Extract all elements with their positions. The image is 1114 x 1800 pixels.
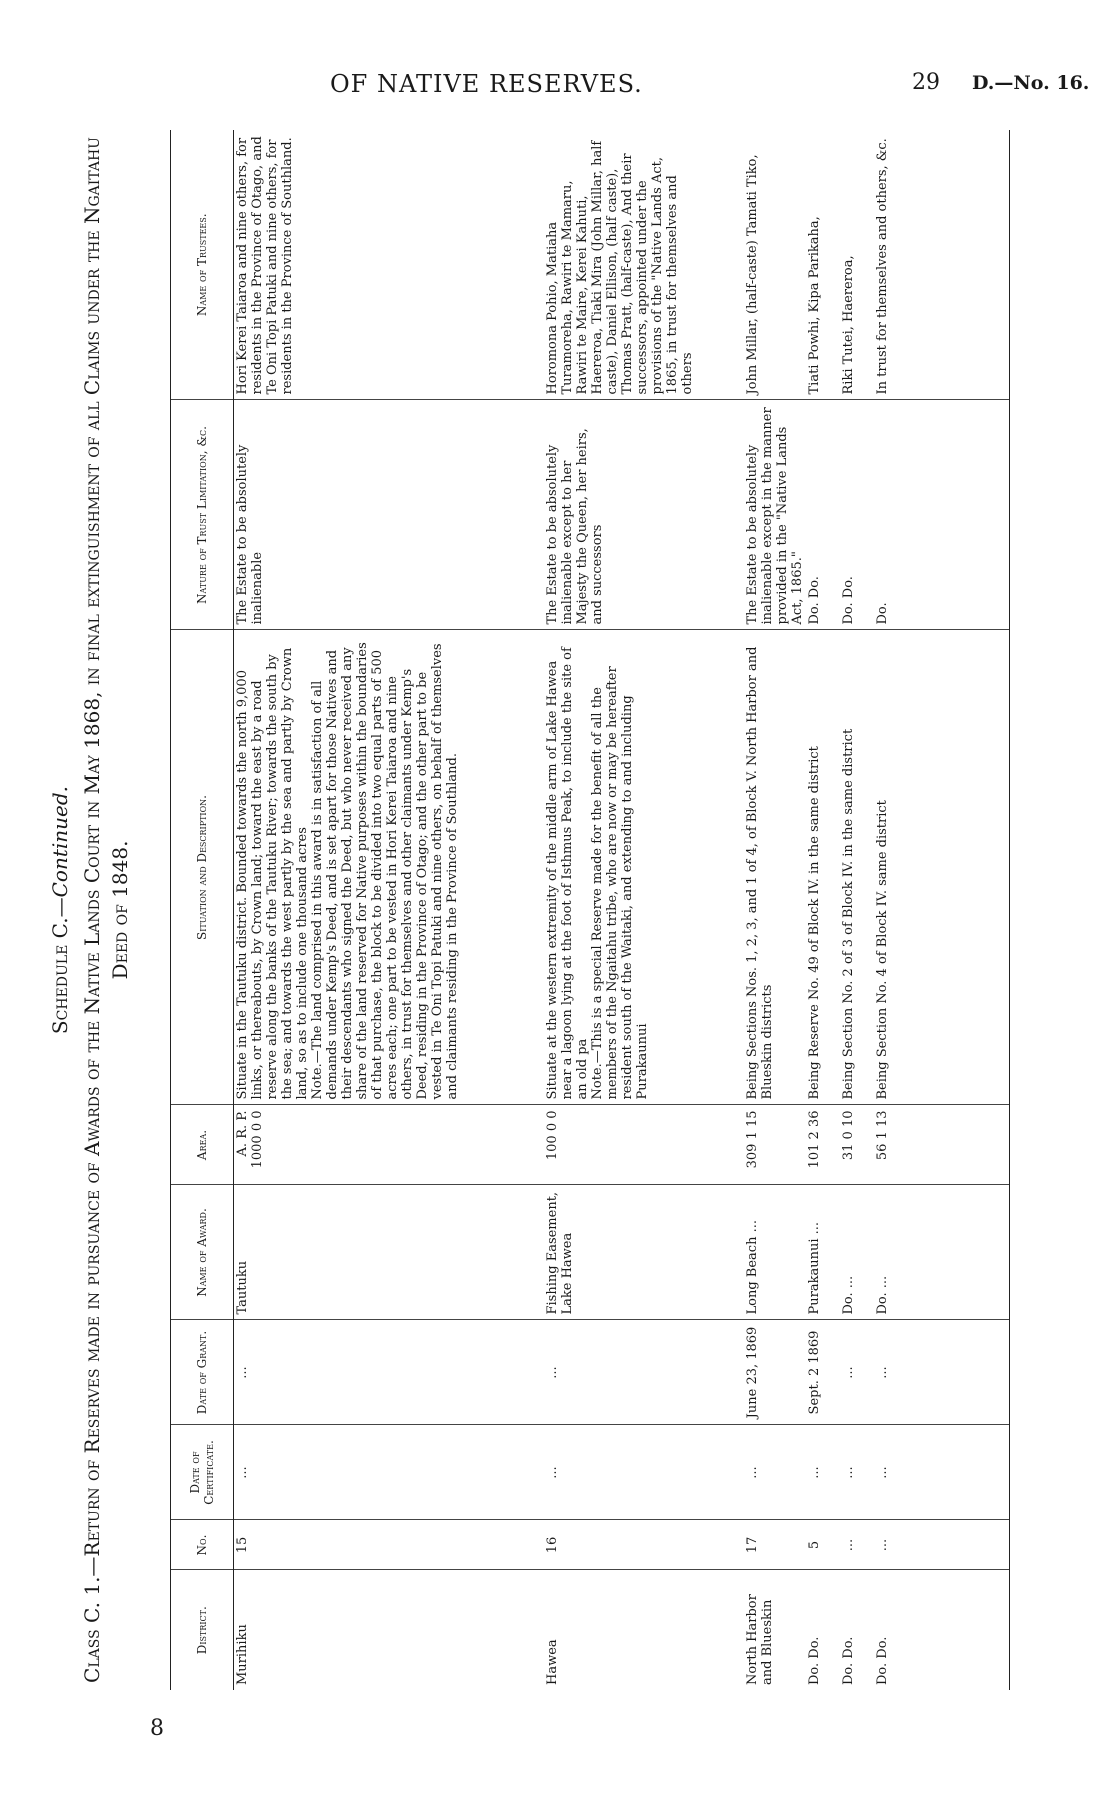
schedule-label: Schedule C. bbox=[48, 917, 72, 1035]
cell-trustees: Horomona Pohio, Matiaha Turamoreha, Rawiri te Mamaru, Rawiri te Maire, Kerei Kahuti, Haereroa, Tiaki Mira (John Millar, half caste), Daniel Ellison, (half caste), Thomas Pratt, (half-caste), And their successors, appointed under the provisions of the "Native Lands Act, 1865, in trust for themselves and others bbox=[544, 130, 744, 400]
cell-date-certificate: ... bbox=[234, 1425, 544, 1520]
cell-date-grant: ... bbox=[874, 1320, 1010, 1425]
table-header-row bbox=[171, 130, 234, 1690]
cell-area: 56 1 13 bbox=[874, 1105, 1010, 1185]
cell-date-certificate: ... bbox=[544, 1425, 744, 1520]
cell-district: Do. Do. bbox=[806, 1636, 822, 1685]
table-row bbox=[874, 130, 1010, 1690]
table-row bbox=[744, 130, 806, 1690]
cell-award: Tautuku bbox=[234, 1185, 544, 1320]
cell-description bbox=[544, 630, 744, 1105]
cell-no: 16 bbox=[544, 1520, 744, 1570]
description-note: Note.—The land comprised in this award is in satisfaction of all demands under Kemp's Deed, and is set apart for those Natives and their descendants who signed the Deed, but who never received any share of the land reserved for Native purposes within the boundaries of that purchase, the block to be divided into two equal parts of 500 acres each; one part to be vested in Hori Kerei Taiaroa and nine others, in trust for themselves and other claimants under Kemp's Deed, residing in the Province of Otago; and the other part to be vested in Te Oni Topi Patuki and nine others, on behalf of themselves and claimants residing in the Province of Southland. bbox=[310, 642, 460, 1100]
col-date-grant: Date of Grant. bbox=[171, 1320, 234, 1425]
cell-award: Fishing Easement, Lake Hawea bbox=[544, 1185, 744, 1320]
cell-date-grant: ... bbox=[840, 1320, 874, 1425]
schedule-continued: —Continued. bbox=[48, 785, 72, 918]
cell-trustees: John Millar, (half-caste) Tamati Tiko, bbox=[744, 130, 806, 400]
description-text: Situate in the Tautuku district. Bounded towards the north 9,000 links, or thereabouts, by Crown land; toward the east by a road reserve along the banks of the Tautuku River; towards the south by the sea; and towards the west partly by the sea and partly by Crown land, so as to include one thousand acres bbox=[235, 647, 310, 1100]
cell-trust: Do. Do. bbox=[806, 400, 840, 630]
cell-area: 309 1 15 bbox=[744, 1105, 806, 1185]
cell-date-certificate: ... bbox=[840, 1425, 874, 1520]
cell-description: Being Section No. 4 of Block IV. same district bbox=[874, 630, 1010, 1105]
side-page-number: 8 bbox=[150, 1716, 164, 1741]
cell-district: Do. Do. bbox=[874, 1570, 1010, 1690]
page-header-title: OF NATIVE RESERVES. bbox=[330, 70, 643, 98]
cell-area: 100 0 0 bbox=[544, 1105, 744, 1185]
cell-district: North Harbor and Blueskin bbox=[744, 1594, 775, 1685]
cell-date-certificate: ... bbox=[806, 1425, 840, 1520]
cell-award: Do. ... bbox=[874, 1185, 1010, 1320]
col-no: No. bbox=[171, 1520, 234, 1570]
col-district: District. bbox=[171, 1570, 234, 1690]
cell-trust: The Estate to be absolutely inalienable except to her Majesty the Queen, her heirs, and successors bbox=[544, 400, 744, 630]
cell-date-certificate: ... bbox=[744, 1425, 806, 1520]
cell-trustees: Tiati Powhi, Kipa Parikaha, bbox=[806, 130, 840, 400]
cell-date-certificate: ... bbox=[874, 1425, 1010, 1520]
cell-area bbox=[234, 1105, 544, 1185]
cell-trustees: Hori Kerei Taiaroa and nine others, for residents in the Province of Otago, and Te Oni Topi Patuki and nine others, for residents in the Province of Southland. bbox=[234, 130, 544, 400]
cell-description: Being Section No. 2 of 3 of Block IV. in the same district bbox=[840, 630, 874, 1105]
cell-award: Do. ... bbox=[840, 1185, 874, 1320]
reserves-table bbox=[170, 130, 1010, 1690]
description-note: Note.—This is a special Reserve made for the benefit of all the members of the Ngaitahu tribe, who are now or may be hereafter resident south of the Waitaki, and extending to and including Purakaunui bbox=[589, 666, 650, 1100]
cell-trust: The Estate to be absolutely inalienable bbox=[234, 400, 544, 630]
table-row bbox=[234, 130, 544, 1690]
cell-area: 101 2 36 bbox=[806, 1105, 840, 1185]
cell-no: ... bbox=[840, 1520, 874, 1570]
description-text: Situate at the western extremity of the middle arm of Lake Hawea near a lagoon lying at the foot of Isthmus Peak, to include the site of an old pa bbox=[544, 647, 590, 1100]
cell-description: Being Reserve No. 49 of Block IV. in the same district bbox=[806, 630, 840, 1105]
col-area: Area. bbox=[171, 1105, 234, 1185]
class-description: Class C. 1.—Return of Reserves made in pursuance of Awards of the Native Lands Court in May 1868, in final extinguishment of all Claims under the Ngaitahu Deed of 1848. bbox=[80, 137, 132, 1683]
cell-date-grant: ... bbox=[544, 1320, 744, 1425]
rotated-schedule bbox=[30, 120, 1050, 1700]
col-trustees: Name of Trustees. bbox=[171, 130, 234, 400]
area-units: A. R. P. bbox=[235, 1110, 250, 1157]
cell-date-grant: June 23, 1869 bbox=[744, 1320, 806, 1425]
cell-trustees: In trust for themselves and others, &c. bbox=[874, 130, 1010, 400]
cell-description bbox=[234, 630, 544, 1105]
cell-award: Purakaunui ... bbox=[806, 1185, 840, 1320]
cell-no: 17 bbox=[744, 1520, 806, 1570]
schedule-heading bbox=[30, 120, 170, 1700]
cell-date-grant: ... bbox=[234, 1320, 544, 1425]
cell-no: 5 bbox=[806, 1520, 840, 1570]
cell-no: ... bbox=[874, 1520, 1010, 1570]
table-row bbox=[544, 130, 744, 1690]
cell-trust: The Estate to be absolutely inalienable except in the manner provided in the "Native Lands Act, 1865." bbox=[744, 400, 806, 630]
cell-no: 15 bbox=[234, 1520, 544, 1570]
col-name-award: Name of Award. bbox=[171, 1185, 234, 1320]
schedule-title bbox=[48, 120, 72, 1700]
area-value: 1000 0 0 bbox=[250, 1110, 265, 1169]
cell-description: Being Sections Nos. 1, 2, 3, and 1 of 4, of Block V. North Harbor and Blueskin districts bbox=[744, 630, 806, 1105]
cell-district: Murihiku bbox=[235, 1624, 250, 1685]
cell-trust: Do. bbox=[874, 400, 1010, 630]
cell-trust: Do. Do. bbox=[840, 400, 874, 630]
table-row bbox=[806, 130, 840, 1690]
cell-date-grant: Sept. 2 1869 bbox=[806, 1320, 840, 1425]
col-date-certificate: Date of Certificate. bbox=[171, 1425, 234, 1520]
cell-district: Hawea bbox=[544, 1639, 560, 1685]
col-trust: Nature of Trust Limitation, &c. bbox=[171, 400, 234, 630]
table-row bbox=[840, 130, 874, 1690]
cell-trustees: Riki Tutei, Haereroa, bbox=[840, 130, 874, 400]
page-number: 29 bbox=[912, 70, 940, 95]
col-description: Situation and Description. bbox=[171, 630, 234, 1105]
document-reference: D.—No. 16. bbox=[972, 72, 1090, 94]
cell-award: Long Beach ... bbox=[744, 1185, 806, 1320]
cell-area: 31 0 10 bbox=[840, 1105, 874, 1185]
cell-district: Do. Do. bbox=[840, 1636, 856, 1685]
